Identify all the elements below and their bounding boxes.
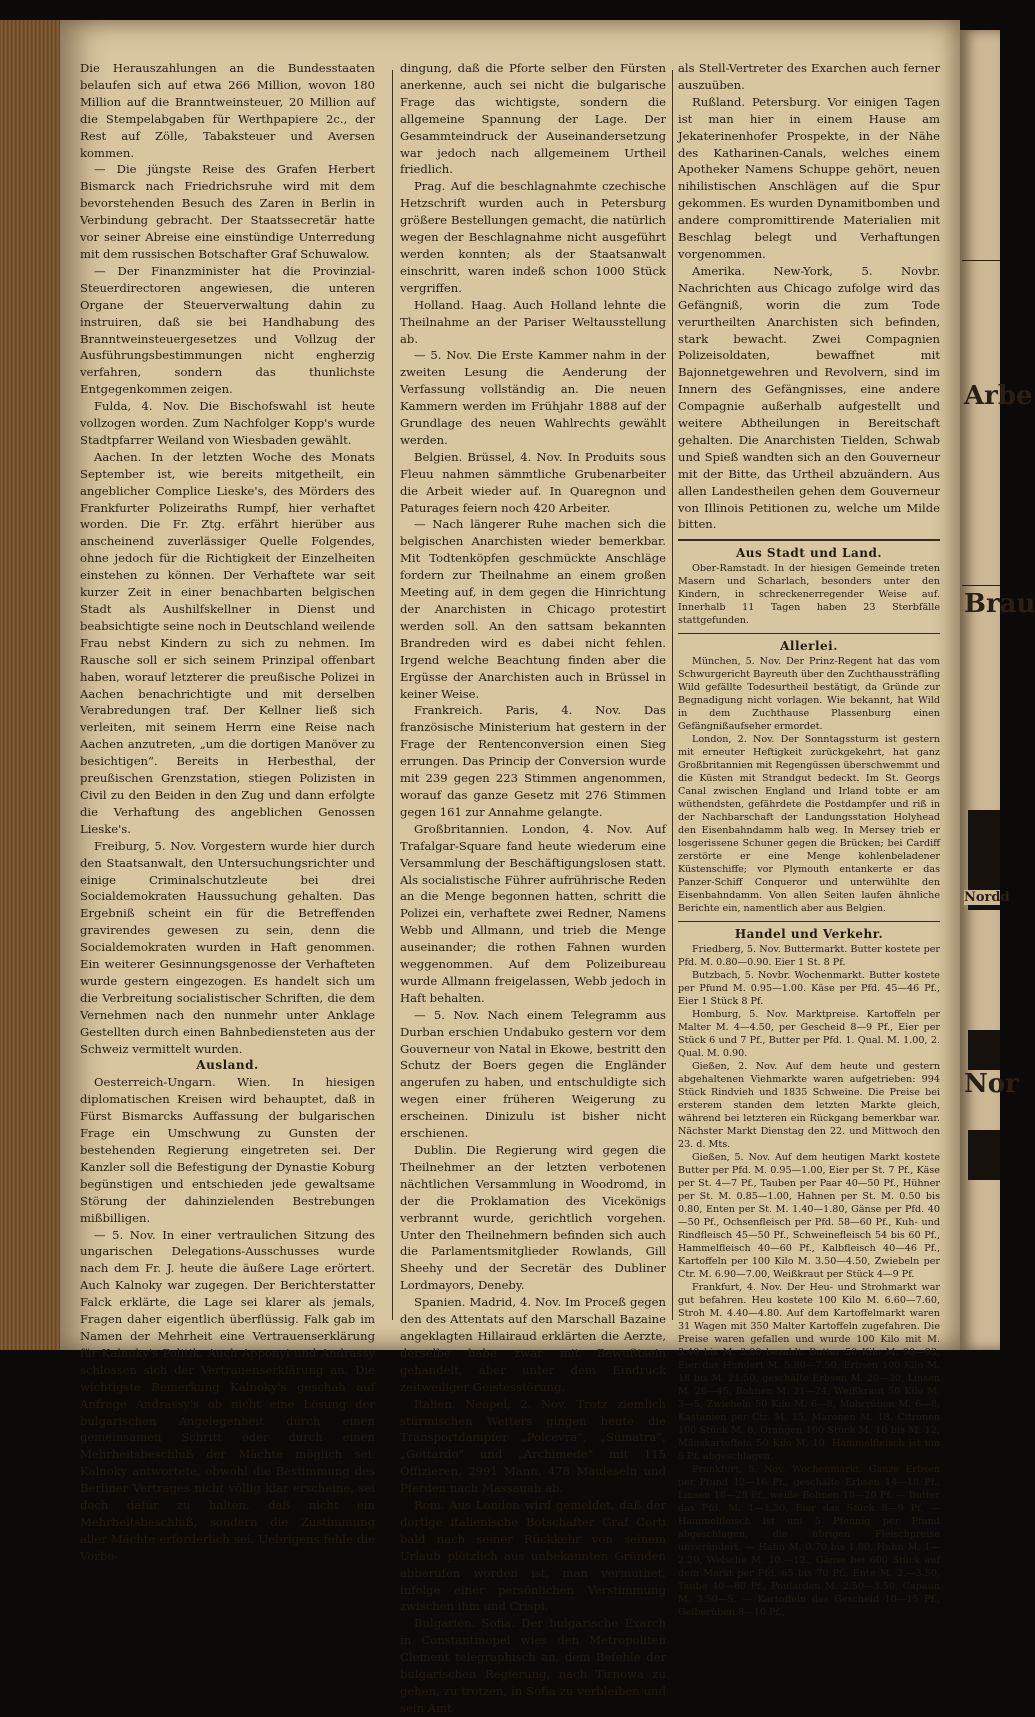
article-paragraph: — Der Finanzminister hat die Provinzial-Steuerdirectoren angewiesen, die unteren Organe der Steuerverwaltung dahin zu instruiren, daß sie bei Handhabung des Branntweinsteuergesetzes und Vollzug der Ausführungsbestimmungen nicht engherzig verfahren, sondern das thunlichste Entgegenkommen zeigen. [80, 263, 375, 397]
adjacent-ad-block [968, 1030, 1000, 1070]
article-paragraph: Frankreich. Paris, 4. Nov. Das französische Ministerium hat gestern in der Frage der Rentenconversion einen Sieg errungen. Das Princip der Conversion wurde mit 239 gegen 223 Stimmen angenommen, worauf das ganze Gesetz mit 276 Stimmen gegen 161 zur Annahme gelangte. [400, 703, 666, 819]
column-1 [80, 60, 375, 1565]
article-paragraph: — Die jüngste Reise des Grafen Herbert Bismarck nach Friedrichsruhe wird mit dem bevorstehenden Besuch des Zaren in Berlin in Verbindung gebracht. Der Staatssecretär hatte vor seiner Abreise eine einstündige Unterredung mit dem russischen Botschafter Graf Schuwalow. [80, 162, 375, 261]
article-paragraph: Dublin. Die Regierung wird gegen die Theilnehmer an der letzten verbotenen nächtlichen Versammlung in Woodromd, in der die Proklamation des Vicekönigs verbrannt wurde, gerichtlich vorgehen. Unter den Theilnehmern befinden sich auch die Parlamentsmitglieder Rowlands, Gill Sheehy und der Secretär des Dubliner Lordmayors, Deneby. [400, 1143, 666, 1293]
article-paragraph: Belgien. Brüssel, 4. Nov. In Produits sous Fleuu nahmen sämmtliche Grubenarbeiter die Arbeit wieder auf. In Quaregnon und Paturages feiern noch 420 Arbeiter. [400, 449, 666, 515]
adjacent-page-edge [960, 30, 1035, 1350]
article-paragraph: Oesterreich-Ungarn. Wien. In hiesigen diplomatischen Kreisen wird behauptet, daß in Fürst Bismarcks Auffassung der bulgarischen Frage ein Umschwung zu Gunsten der bestehenden Regierung eingetreten sei. Der Kanzler soll die Befestigung der Dynastie Koburg begünstigen und entschieden jede gewaltsame Störung der dahinzielenden Bestrebungen mißbilligen. [80, 1075, 375, 1225]
column-rule [392, 70, 393, 1320]
article-paragraph: Holland. Haag. Auch Holland lehnte die Theilnahme an der Pariser Weltausstellung ab. [400, 297, 666, 346]
article-paragraph: Prag. Auf die beschlagnahmte czechische Hetzschrift wurden auch in Petersburg größere Bestellungen gemacht, die natürlich wegen der Beschlagnahme nicht ausgeführt werden konnten; als der Staatsanwalt einschritt, waren indeß schon 1000 Stück vergriffen. [400, 179, 666, 295]
article-paragraph: — 5. Nov. Nach einem Telegramm aus Durban erschien Undabuko gestern vor dem Gouverneur von Natal in Ekowe, bestritt den Schutz der Boers gegen die Engländer angerufen zu haben, und entschuldigte sich wegen einer früheren Weigerung zu erscheinen. Dinizulu ist bisher nicht erschienen. [400, 1007, 666, 1141]
column-rule [672, 70, 673, 1320]
article-paragraph: Bulgarien. Sofia. Der bulgarische Exarch in Constantinopel wies den Metropoliten Clement telegraphisch an, dem Befehle der bulgarischen Regierung, nach Tirnowa zu gehen, zu trotzen, in Sofia zu verbleiben und sein Amt [400, 1616, 666, 1715]
article-paragraph: München, 5. Nov. Der Prinz-Regent hat das vom Schwurgericht Bayreuth über den Zuchthaussträfling Wild gefällte Todesurtheil bestätigt, da Gründe zur Begnadigung nicht vorlagen. Wie bekannt, hat Wild in dem Zuchthause Plassenburg einen Gefängnißaufseher ermordet. [678, 656, 940, 733]
article-paragraph: — Nach längerer Ruhe machen sich die belgischen Anarchisten wieder bemerkbar. Mit Todtenköpfen geschmückte Anschläge fordern zur Theilnahme an einem großen Meeting auf, in dem gegen die Hinrichtung der Anarchisten in Chicago protestirt werden soll. An den sattsam bekannten Brandreden wird es dabei nicht fehlen. Irgend welche Beachtung finden aber die Ergüsse der Anarchisten auch in Brüssel in keiner Weise. [400, 517, 666, 701]
market-report: Frankfurt, 4. Nov. Der Heu- und Strohmarkt war gut befahren. Heu kostete 100 Kilo M. 6.60—7.60, Stroh M. 4.40—4.80. Auf dem Kartoffelmarkt waren 31 Wagen mit 350 Malter Kartoffeln zugefahren. Die Preise waren gefallen und wurde 100 Kilo mit M. 3.40 bis M. 3.80 bezahlt. Butter 50 Kilo M. 90—93, Eier das Hundert M. 5.80—7.50, Erbsen 100 Kilo M. 18 bis M. 21.50, geschälte Erbsen M. 20—30, Linsen M. 28—45, Bohnen M. 21—24, Weißkraut 50 Kilo M. 3—5, Zwiebeln 50 Kilo M. 6—8, Mohrrüben M. 6—8, Kastanien per Ctr. M. 15, Maronen M. 18, Citronen 100 Stück M. 8, Orangen 100 Stück M. 10 bis M. 12, Mäuskartoffeln 50 Kilo M. 10. Hammelfleisch ist um 5 Pf. abgeschlagen. [678, 1282, 940, 1463]
article-paragraph: Aachen. In der letzten Woche des Monats September ist, wie bereits mitgetheilt, ein angeblicher Complice Lieske's, des Mörders des Frankfurter Polizeiraths Rumpf, hier verhaftet worden. Die Fr. Ztg. erfährt hierüber aus anscheinend zuverlässiger Quelle Folgendes, ohne jedoch für die Richtigkeit der Einzelheiten einstehen zu können. Der Verhaftete war seit kurzer Zeit in einer benachbarten belgischen Stadt als Aushilfskellner in Dienst und beabsichtigte seine noch in Deutschland weilende Frau nebst Kindern zu sich zu nehmen. Im Rausche soll er sich seinem Prinzipal offenbart haben, worauf letzterer die preußische Polizei in Aachen benachrichtigte und mit derselben Verabredungen traf. Der Kellner ließ sich verleiten, mit seinem Herrn eine Reise nach Aachen anzutreten, „um die dortigen Manöver zu besichtigen“. Bereits in Herbesthal, der preußischen Grenzstation, stiegen Polizisten in Civil zu den Beiden in den Zug und dann erfolgte die Verhaftung des angeblichen Genossen Lieske's. [80, 449, 375, 836]
article-paragraph: Amerika. New-York, 5. Novbr. Nachrichten aus Chicago zufolge wird das Gefängniß, worin die zum Tode verurtheilten Anarchisten sich befinden, stark bewacht. Zwei Compagnien Polizeisoldaten, bewaffnet mit Bajonnetgewehren und Revolvern, sind im Innern des Gefängnisses, eine andere Compagnie außerhalb aufgestellt und weitere Abtheilungen in Bereitschaft gehalten. Die Anarchisten Tielden, Schwab und Spieß wandten sich an den Gouverneur mit der Bitte, das Urtheil abzuändern. Aus allen Landestheilen gehen dem Gouverneur von Illinois Petitionen zu, welche um Milde bitten. [678, 263, 940, 532]
article-paragraph: — 5. Nov. In einer vertraulichen Sitzung des ungarischen Delegations-Ausschusses wurde nach dem Fr. J. heute die äußere Lage erörtert. Auch Kalnoky war zugegen. Der Berichterstatter Falck erklärte, die Lage sei klarer als jemals, Fragen daher eigentlich überflüssig. Falk gab im Namen der Mehrheit eine Vertrauenserklärung für Kalnoky's Politik. Auch Apponyi und Andrassy schlossen sich der Vertrauenserklärung an. Die wichtigste Bemerkung Kalnoky's geschah auf Anfrage Andrassy's ob nicht eine Lösung der bulgarischen Angelegenheit durch einen gemeinsamen Schritt oder durch einen Mehrheitsbeschluß der Mächte möglich sei. Kalnoky antwortete, obwohl die Bestimmung des Berliner Vertrages nicht völlig klar erscheine, sei doch dafür zu halten, daß nicht ein Mehrheitsbeschluß, sondern die Zustimmung aller Mächte erforderlich sei. Uebrigens fehle die Vorbe- [80, 1227, 375, 1563]
article-paragraph: Italien. Neapel, 2. Nov. Trotz ziemlich stürmischen Wetters gingen heute die Transportdampfer „Polcevra“, „Sumatra“, „Gottardo“ und „Archimede“ mit 115 Offizieren, 2991 Mann, 478 Mauleseln und Pferden nach Massauah ab. [400, 1396, 666, 1496]
article-paragraph: dingung, daß die Pforte selber den Fürsten anerkenne, auch sei nicht die bulgarische Frage das wichtigste, sondern die allgemeine Spannung der Lage. Der Gesammteindruck der Auseinandersetzung war jedoch nach allgemeinem Urtheil friedlich. [400, 61, 666, 177]
section-divider [678, 921, 940, 922]
article-paragraph: Großbritannien. London, 4. Nov. Auf Trafalgar-Square fand heute wiederum eine Versammlung der Beschäftigungslosen statt. Als socialistische Führer aufrührische Reden an die Menge begonnen hatten, schritt die Polizei ein, verhaftete zwei Redner, Namens Webb und Allmann, und trieb die Menge auseinander; die rothen Fahnen wurden weggenommen. Auf dem Polizeibureau wurde Allmann freigelassen, Webb jedoch in Haft behalten. [400, 821, 666, 1005]
market-report: Gießen, 2. Nov. Auf dem heute und gestern abgehaltenen Viehmarkte waren aufgetrieben: 994 Stück Rindvieh und 1835 Schweine. Die Preise bei ersterem standen dem letzten Markte gleich, während bei letzteren ein Rückgang bemerkbar war. Nächster Markt Dienstag den 22. und Mittwoch den 23. d. Mts. [678, 1061, 940, 1151]
section-divider [678, 633, 940, 634]
section-heading-stadt-land: Aus Stadt und Land. [735, 546, 883, 561]
article-paragraph: als Stell-Vertreter des Exarchen auch ferner auszuüben. [678, 61, 940, 92]
divider [962, 260, 1000, 261]
market-report: Frankfurt, 5. Nov. Wochenmarkt. Ganze Erbsen per Pfund 12—16 Pf., geschälte Erbsen 14—18 Pf., Linsen 18—28 Pf., weiße Bohnen 18—20 Pf. — Butter das Pfd. M. 1—1.30, Eier das Stück 8—9 Pf. — Hammelfleisch ist um 5 Pfennig per Pfund abgeschlagen, die übrigen Fleischpreise unverändert. — Hahn M. 0.70 bis 1.80, Huhn M. 1—2.20, Welsche M. 10.—12., Gänse bei 600 Stück auf dem Markt per Pfd. 65 bis 70 Pf., Ente M. 2.—3.50, Taube 40—60 Pf., Poularden M. 2.50—3.50, Capaun M. 3.50—5. — Kartoffeln das Gescheid 10—15 Pf., Gelberüben 8—10 Pf., [678, 1464, 940, 1619]
article-paragraph: Spanien. Madrid, 4. Nov. Im Proceß gegen den des Attentats auf den Marschall Bazaine angeklagten Hillairaud erklärten die Aerzte, derselbe habe zwar mit Bewußtsein gehandelt, aber unter dem Eindruck zeitweiliger Geistesstörung. [400, 1295, 666, 1394]
article-paragraph: Rom. Aus London wird gemeldet, daß der dortige italienische Botschafter Graf Corti bald nach seiner Rückkehr von seinem Urlaub plötzlich aus unbekannten Gründen abberufen worden ist, man vermuthet, infolge einer persönlichen Verstimmung zwischen ihm und Crispi. [400, 1498, 666, 1614]
market-report: Gießen, 5. Nov. Auf dem heutigen Markt kostete Butter per Pfd. M. 0.95—1.00, Eier per St. 7 Pf., Käse per St. 4—7 Pf., Tauben per Paar 40—50 Pf., Hühner per St. M. 0.85—1.00, Hahnen per St. M. 0.50 bis 0.80, Enten per St. M. 1.40—1.80, Gänse per Pfd. 40—50 Pf., Ochsenfleisch per Pfd. 58—60 Pf., Kuh- und Rindfleisch 45—50 Pf., Schweinefleisch 54 bis 60 Pf., Hammelfleisch 40—60 Pf., Kalbfleisch 40—46 Pf., Kartoffeln per 100 Kilo M. 3.50—4.50, Zwiebeln per Ctr. M. 6.90—7.00, Weißkraut per Stück 4—9 Pf. [678, 1152, 940, 1281]
article-paragraph: London, 2. Nov. Der Sonntagssturm ist gestern mit erneuter Heftigkeit zurückgekehrt, hat ganz Großbritannien mit Regengüssen überschwemmt und die Küsten mit Strandgut bedeckt. Im St. Georgs Canal zwischen England und Irland tobte er am wüthendsten, gefährdete die Postdampfer und riß in der Nachbarschaft der Landungsstation Holyhead den Eisenbahndamm halb weg. In Mersey trieb er losgerissene Schuner gegen die Brücken; bei Cardiff zerstörte er eine Menge kohlenbeladener Küstenschiffe; vor Plymouth entankerte er das Panzer-Schiff Conqueror und unterwühlte den Eisenbahndamm. Von allen Seiten laufen ähnliche Berichte ein, namentlich aber aus Belgien. [678, 734, 940, 915]
column-3 [678, 60, 940, 1619]
column-2 [400, 60, 666, 1717]
adjacent-heading: Nor [964, 1069, 1019, 1099]
adjacent-heading: Brau [964, 589, 1035, 619]
market-report: Butzbach, 5. Novbr. Wochenmarkt. Butter kostete per Pfund M. 0.95—1.00. Käse per Pfd. 45—46 Pf., Eier 1 Stück 8 Pf. [678, 970, 940, 1008]
section-heading-handel: Handel und Verkehr. [734, 927, 884, 942]
section-heading-ausland: Ausland. [196, 1058, 259, 1073]
article-paragraph: Ober-Ramstadt. In der hiesigen Gemeinde treten Masern und Scharlach, besonders unter den Kindern, in schreckenerregender Weise auf. Innerhalb 11 Tagen haben 23 Sterbfälle stattgefunden. [678, 563, 940, 627]
market-report: Homburg, 5. Nov. Marktpreise. Kartoffeln per Malter M. 4—4.50, per Gescheid 8—9 Pf., Eier per Stück 6 und 7 Pf., Butter per Pfd. 1. Qual. M. 1.00, 2. Qual. M. 0.90. [678, 1009, 940, 1060]
article-paragraph: — 5. Nov. Die Erste Kammer nahm in der zweiten Lesung die Aenderung der Verfassung vollständig an. Die neuen Kammern werden im Frühjahr 1888 auf der Grundlage des neuen Wahlrechts gewählt werden. [400, 348, 666, 447]
article-paragraph: Rußland. Petersburg. Vor einigen Tagen ist man hier in einem Hause am Jekaterinenhofer Prospekte, in der Nähe des Katharinen-Canals, welches einem Apotheker Namens Schuppe gehört, neuen nihilistischen Anschlägen auf die Spur gekommen. Es wurden Dynamitbomben und andere compromittirende Materialien mit Beschlag belegt und Verhaftungen vorgenommen. [678, 94, 940, 261]
article-paragraph: Die Herauszahlungen an die Bundesstaaten belaufen sich auf etwa 266 Million, wovon 180 Million auf die Branntweinsteuer, 20 Million auf die Stempelabgaben für Werthpapiere 2c., der Rest auf Zölle, Tabaksteuer und Aversen kommen. [80, 61, 375, 160]
adjacent-heading: Arbe [964, 381, 1033, 411]
market-report: Friedberg, 5. Nov. Buttermarkt. Butter kostete per Pfd. M. 0.80—0.90. Eier 1 St. 8 Pf. [678, 944, 940, 969]
section-divider [678, 539, 940, 541]
article-paragraph: Fulda, 4. Nov. Die Bischofswahl ist heute vollzogen worden. Zum Nachfolger Kopp's wurde Stadtpfarrer Weiland von Wiesbaden gewählt. [80, 399, 375, 447]
divider [962, 585, 1000, 586]
adjacent-ad-block [968, 1130, 1000, 1180]
adjacent-heading: Nordd [964, 890, 1010, 905]
article-paragraph: Freiburg, 5. Nov. Vorgestern wurde hier durch den Staatsanwalt, den Untersuchungsrichter und einige Criminalschutzleute bei drei Socialdemokraten Haussuchung gehalten. Das Ergebniß scheint ein für die Betreffenden gravirendes gewesen zu sein, denn die Socialdemokraten wurden in Haft genommen. Ein weiterer Gesinnungsgenosse der Verhafteten wurde gestern eingezogen. Es handelt sich um die Verbreitung socialistischer Schriften, die dem Vernehmen nach den nunmehr unter Anklage Gestellten durch einen Bahnbediensteten aus der Schweiz vermittelt wurden. [80, 838, 375, 1056]
section-heading-allerlei: Allerlei. [780, 639, 838, 654]
